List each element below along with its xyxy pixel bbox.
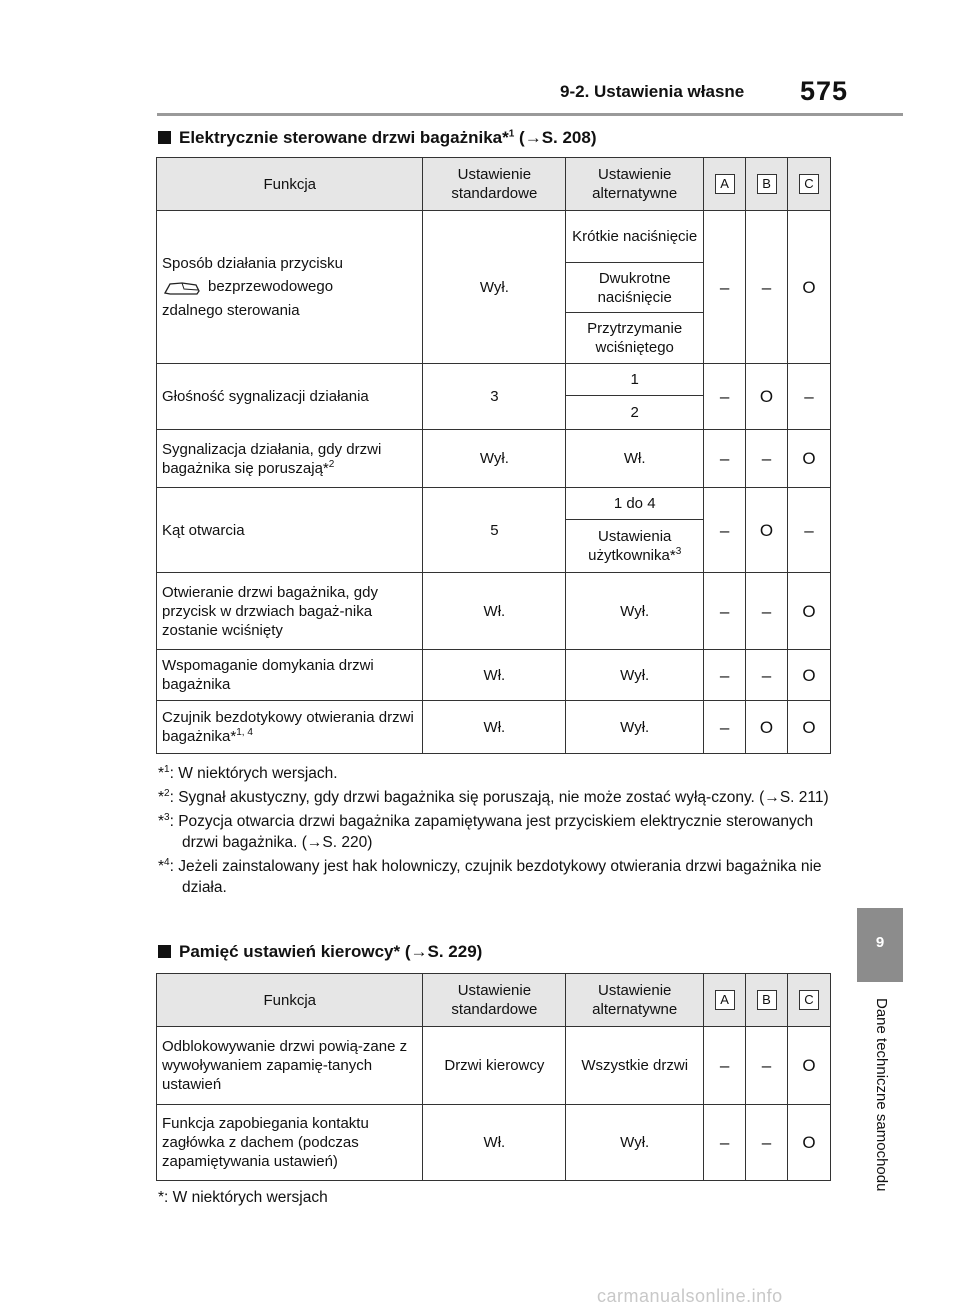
b-cell: – bbox=[746, 430, 788, 488]
alternative-cell: Wszystkie drzwi bbox=[566, 1027, 704, 1105]
square-bullet-icon bbox=[158, 945, 171, 958]
col-b: B bbox=[746, 974, 788, 1027]
col-standard: Ustawienie standardowe bbox=[423, 158, 566, 211]
col-function: Funkcja bbox=[157, 158, 423, 211]
a-cell: – bbox=[704, 573, 746, 650]
alternative-cell: 2 bbox=[566, 396, 704, 430]
footnote: *$^4$: Jeżeli zainstalowany jest hak holowniczy, czujnik bezdotykowy otwierania drzwi bagażnika nie działa. bbox=[158, 856, 822, 896]
standard-cell: 3 bbox=[423, 364, 566, 430]
chapter-tab: 9 bbox=[857, 908, 903, 982]
c-cell: – bbox=[788, 488, 831, 573]
footnote-2: *: W niektórych wersjach bbox=[158, 1189, 328, 1206]
footnotes-1 bbox=[158, 763, 838, 901]
standard-cell: Wył. bbox=[423, 430, 566, 488]
header-divider bbox=[157, 113, 903, 116]
a-cell: – bbox=[704, 1105, 746, 1181]
watermark: carmanualsonline.info bbox=[597, 1286, 783, 1306]
alternative-cell: 1 do 4 bbox=[566, 488, 704, 520]
c-cell: O bbox=[787, 1105, 830, 1181]
table-row bbox=[157, 701, 831, 754]
arrow-icon: → bbox=[524, 128, 542, 147]
square-bullet-icon bbox=[158, 131, 171, 144]
standard-cell: Wł. bbox=[423, 701, 566, 754]
table-header-row bbox=[157, 974, 831, 1027]
alternative-cell: Wył. bbox=[566, 573, 704, 650]
c-cell: O bbox=[788, 211, 831, 364]
col-a: A bbox=[704, 974, 746, 1027]
c-cell: – bbox=[788, 364, 831, 430]
function-cell: Głośność sygnalizacji działania bbox=[157, 364, 423, 430]
b-cell: – bbox=[746, 573, 788, 650]
footnote: *$^2$: Sygnał akustyczny, gdy drzwi bagażnika się poruszają, nie może zostać wyłą-czony. (→S. 211) bbox=[158, 787, 829, 806]
col-function: Funkcja bbox=[157, 974, 423, 1027]
section1-title: Elektrycznie sterowane drzwi bagażnika*$^1$ (→S. 208) bbox=[158, 128, 597, 148]
table-row bbox=[157, 430, 831, 488]
c-cell: O bbox=[787, 1027, 830, 1105]
table-row bbox=[157, 1027, 831, 1105]
col-alternative: Ustawienie alternatywne bbox=[566, 158, 704, 211]
col-c: C bbox=[787, 974, 830, 1027]
standard-cell: Wł. bbox=[423, 573, 566, 650]
function-cell: Czujnik bezdotykowy otwierania drzwi bagażnika*$^{1, 4}$ bbox=[157, 701, 423, 754]
c-cell: O bbox=[788, 573, 831, 650]
alternative-cell: Wył. bbox=[566, 1105, 704, 1181]
function-cell: Funkcja zapobiegania kontaktu zagłówka z dachem (podczas zapamiętywania ustawień) bbox=[157, 1105, 423, 1181]
a-cell: – bbox=[704, 364, 746, 430]
b-cell: – bbox=[746, 211, 788, 364]
arrow-icon: → bbox=[410, 942, 428, 961]
alternative-cell: Wł. bbox=[566, 430, 704, 488]
standard-cell: Wył. bbox=[423, 211, 566, 364]
alternative-cell: Wył. bbox=[566, 650, 704, 701]
settings-table-1 bbox=[156, 157, 831, 754]
col-standard: Ustawienie standardowe bbox=[423, 974, 566, 1027]
table-row bbox=[157, 488, 831, 520]
alternative-cell: Krótkie naciśnięcie bbox=[566, 211, 704, 263]
function-cell: Wspomaganie domykania drzwi bagażnika bbox=[157, 650, 423, 701]
alternative-cell: 1 bbox=[566, 364, 704, 396]
a-cell: – bbox=[704, 211, 746, 364]
b-cell: O bbox=[746, 488, 788, 573]
footnote: *$^3$: Pozycja otwarcia drzwi bagażnika zapamiętywana jest przyciskiem elektrycznie sterowanych drzwi bagażnika. (→S. 220) bbox=[158, 811, 814, 851]
standard-cell: 5 bbox=[423, 488, 566, 573]
table-header-row bbox=[157, 158, 831, 211]
alternative-cell: Ustawienia użytkownika*$^3$ bbox=[566, 520, 704, 573]
section2-title: Pamięć ustawień kierowcy* (→S. 229) bbox=[158, 942, 482, 962]
function-cell: Kąt otwarcia bbox=[157, 488, 423, 573]
page-number: 575 bbox=[800, 76, 849, 106]
col-c: C bbox=[788, 158, 831, 211]
alternative-cell: Przytrzymanie wciśniętego bbox=[566, 313, 704, 364]
c-cell: O bbox=[788, 430, 831, 488]
header-title: 9-2. Ustawienia własne bbox=[560, 82, 745, 101]
chapter-label: Dane techniczne samochodu bbox=[873, 998, 890, 1192]
standard-cell: Wł. bbox=[423, 1105, 566, 1181]
c-cell: O bbox=[788, 650, 831, 701]
c-cell: O bbox=[788, 701, 831, 754]
settings-table-2 bbox=[156, 973, 831, 1181]
function-cell: Odblokowywanie drzwi powią-zane z wywoływaniem zapamię-tanych ustawień bbox=[157, 1027, 423, 1105]
tailgate-button-icon bbox=[162, 279, 202, 297]
col-a: A bbox=[704, 158, 746, 211]
footnote: *$^1$: W niektórych wersjach. bbox=[158, 763, 338, 782]
a-cell: – bbox=[704, 488, 746, 573]
a-cell: – bbox=[704, 1027, 746, 1105]
alternative-cell: Dwukrotne naciśnięcie bbox=[566, 263, 704, 313]
table-row bbox=[157, 573, 831, 650]
b-cell: – bbox=[746, 1105, 788, 1181]
table-row bbox=[157, 1105, 831, 1181]
col-alternative: Ustawienie alternatywne bbox=[566, 974, 704, 1027]
standard-cell: Wł. bbox=[423, 650, 566, 701]
a-cell: – bbox=[704, 650, 746, 701]
function-cell: Otwieranie drzwi bagażnika, gdy przycisk w drzwiach bagaż-nika zostanie wciśnięty bbox=[157, 573, 423, 650]
col-b: B bbox=[746, 158, 788, 211]
b-cell: O bbox=[746, 701, 788, 754]
b-cell: O bbox=[746, 364, 788, 430]
standard-cell: Drzwi kierowcy bbox=[423, 1027, 566, 1105]
a-cell: – bbox=[704, 701, 746, 754]
table-row bbox=[157, 211, 831, 263]
table-row bbox=[157, 650, 831, 701]
b-cell: – bbox=[746, 650, 788, 701]
b-cell: – bbox=[746, 1027, 788, 1105]
function-cell: Sposób działania przycisku bezprzewodowego zdalnego sterowania bbox=[157, 211, 423, 364]
a-cell: – bbox=[704, 430, 746, 488]
function-cell: Sygnalizacja działania, gdy drzwi bagażnika się poruszają*$^2$ bbox=[157, 430, 423, 488]
table-row bbox=[157, 364, 831, 396]
alternative-cell: Wył. bbox=[566, 701, 704, 754]
